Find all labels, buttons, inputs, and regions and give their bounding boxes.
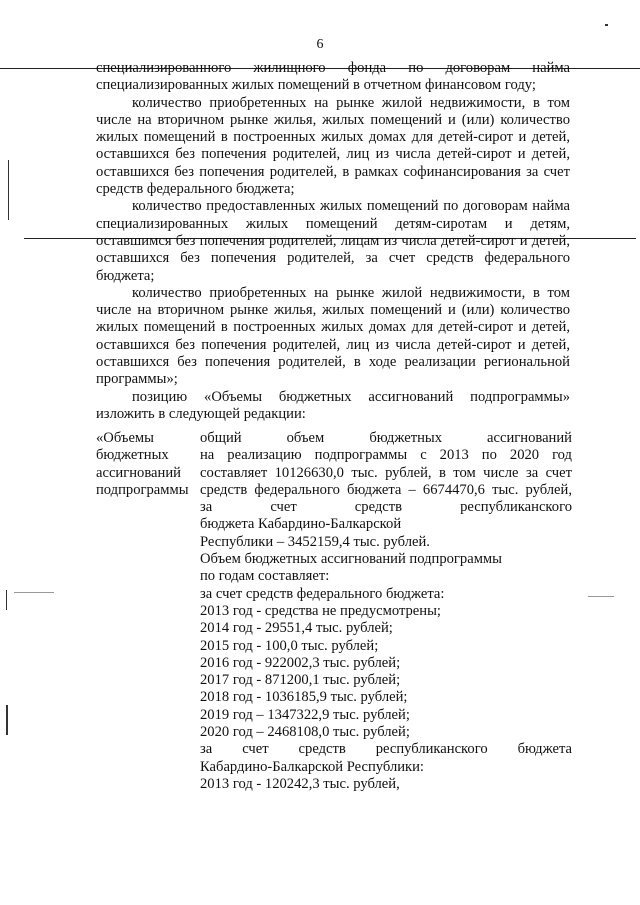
scan-mark — [605, 24, 608, 26]
table-label-cell — [96, 430, 196, 499]
content-line: 2013 год - 120242,3 тыс. рублей, — [200, 775, 400, 792]
content-line: на реализацию подпрограммы с 2013 по 2020 год — [200, 447, 572, 464]
content-line: за счет средств республиканского бюджета — [200, 741, 572, 758]
paragraph: позицию «Объемы бюджетных ассигнований подпрограммы» изложить в следующей редакции: — [96, 388, 570, 422]
label-line: бюджетных — [96, 447, 169, 464]
content-line: средств федерального бюджета – 6674470,6 тыс. рублей, — [200, 481, 572, 498]
content-line: Республики – 3452159,4 тыс. рублей. — [200, 533, 430, 550]
content-line: по годам составляет: — [200, 568, 330, 585]
label-line: ассигнований — [96, 464, 181, 481]
content-line: 2015 год - 100,0 тыс. рублей; — [200, 637, 379, 654]
paragraph: количество приобретенных на рынке жилой недвижимости, в том числе на вторичном рынке жилья, жилых помещений и (или) количество жилых помещений в построенных жилых домах для детей-сирот и детей, оставшихся без попечения родителей, лиц из числа детей-сирот и детей, оставшихся без попечения родителей, в ходе реализации региональной программы»; — [96, 284, 570, 388]
content-line: бюджета Кабардино-Балкарской — [200, 516, 402, 533]
label-line: «Объемы — [96, 430, 154, 446]
content-line: 2016 год - 922002,3 тыс. рублей; — [200, 654, 401, 671]
paragraph: количество предоставленных жилых помещений по договорам найма специализированных жилых помещений детям-сиротам и детям, оставшимся без попечения родителей, лицам из числа детей-сирот и детей, оставшихся без попечения родителей, за счет средств федерального бюджета; — [96, 198, 570, 284]
scan-mark — [8, 160, 9, 220]
content-line: 2017 год - 871200,1 тыс. рублей; — [200, 672, 401, 689]
content-line: за счет средств республиканского — [200, 499, 572, 516]
content-line: Объем бюджетных ассигнований подпрограммы — [200, 551, 502, 568]
paragraph: количество приобретенных на рынке жилой недвижимости, в том числе на вторичном рынке жилья, жилых помещений и (или) количество жилых помещений в построенных жилых домах для детей-сирот и детей, оставшихся без попечения родителей, лиц из числа детей-сирот и детей, оставшихся без попечения родителей, в рамках софинансирования за счет средств федерального бюджета; — [96, 94, 570, 198]
label-line: подпрограммы — [96, 481, 189, 498]
table-content-cell — [200, 430, 572, 793]
content-line: за счет средств федерального бюджета: — [200, 585, 445, 602]
content-line: составляет 10126630,0 тыс. рублей, в том числе за счет — [200, 464, 572, 481]
scan-mark — [6, 590, 7, 610]
content-line: 2018 год - 1036185,9 тыс. рублей; — [200, 689, 408, 706]
content-line: 2020 год – 2468108,0 тыс. рублей; — [200, 724, 410, 741]
scan-mark — [14, 592, 54, 593]
scan-mark — [6, 705, 8, 735]
paragraph: специализированного жилищного фонда по договорам найма специализированных жилых помещений в отчетном финансовом году; — [96, 60, 570, 94]
content-line: общий объем бюджетных ассигнований — [200, 430, 572, 446]
content-line: Кабардино-Балкарской Республики: — [200, 758, 424, 775]
content-line: 2013 год - средства не предусмотрены; — [200, 602, 441, 619]
scan-mark — [588, 596, 614, 597]
content-line: 2019 год – 1347322,9 тыс. рублей; — [200, 706, 410, 723]
content-line: 2014 год - 29551,4 тыс. рублей; — [200, 620, 393, 637]
document-body — [96, 60, 570, 423]
page-number: 6 — [316, 37, 324, 52]
